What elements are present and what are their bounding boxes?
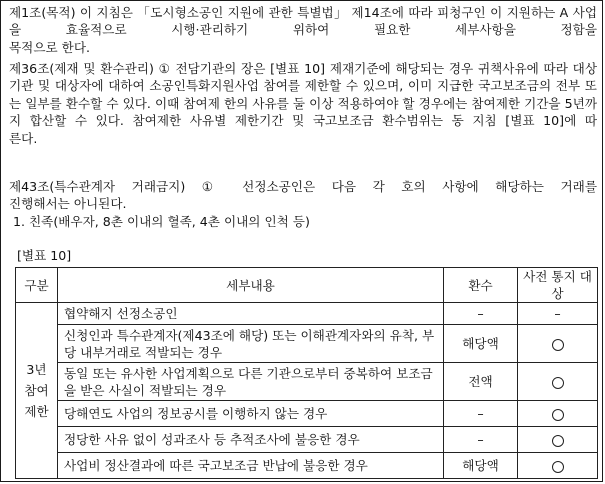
article-36-sanctions	[9, 60, 597, 147]
article-43-line-1: 제43조(특수관계자 거래금지) ① 선정소공인은 다음 각 호의 사항에 해당하는 거래를	[9, 179, 597, 194]
row-recovery: 해당액	[444, 325, 518, 363]
circle-mark-icon	[552, 409, 564, 421]
article-36-line-5: 있다. 참여제한 사유별 제한기간 및 국고보조금 환수범위는 동 지침 [별표 10]에 따	[95, 113, 597, 129]
row-content: 사업비 정산결과에 따른 국고보조금 반납에 불응한 경우	[58, 453, 444, 479]
article-36-line-3: 수 있으며, 이미 지급한 국고보조금의 전부 또는 일부를 환수할 수 있다. 이때 참여제	[9, 78, 597, 111]
row-recovery: –	[444, 427, 518, 453]
circle-mark-icon	[552, 435, 564, 447]
row-content: 협약해지 선정소공인	[58, 303, 444, 325]
table-row	[16, 325, 598, 363]
table-header-row	[16, 268, 598, 303]
row-prior-notice	[518, 325, 598, 363]
row-content: 정당한 사유 없이 성과조사 등 추적조사에 불응한 경우	[58, 427, 444, 453]
row-prior-notice	[518, 427, 598, 453]
table-row	[16, 453, 598, 479]
header-content: 세부내용	[58, 268, 444, 303]
article-36-line-6: 른다.	[9, 130, 38, 146]
circle-mark-icon	[552, 377, 564, 389]
article-36-line-2: 귀책사유에 따라 대상기관 및 대상자에 대하여 소공인특화지원사업 참여를 제한할	[9, 61, 597, 94]
row-prior-notice	[518, 453, 598, 479]
row-recovery: –	[444, 303, 518, 325]
category-line: 3년	[26, 362, 47, 377]
article-1-line-1: 제1조(목적) 이 지침은 「도시형소공인 지원에 관한 특별법」 제14조에 따라 피청구인	[9, 5, 486, 20]
row-content: 동일 또는 유사한 사업계획으로 다른 기관으로부터 중복하여 보조금을 받은 사실이 적발되는 경우	[58, 363, 444, 401]
category-cell	[16, 303, 58, 479]
row-content: 신청인과 특수관계자(제43조에 해당) 또는 이해관계자와의 유착, 부당 내부거래로 적발되는 경우	[58, 325, 444, 363]
row-recovery: –	[444, 401, 518, 427]
header-prior-notice: 사전 통지 대상	[518, 268, 598, 303]
header-category: 구분	[16, 268, 58, 303]
row-content: 당해연도 사업의 정보공시를 이행하지 않는 경우	[58, 401, 444, 427]
article-1-line-3: 목적으로 한다.	[9, 39, 90, 55]
table-row	[16, 303, 598, 325]
circle-mark-icon	[552, 339, 564, 351]
category-line: 참여	[24, 383, 49, 398]
circle-mark-icon	[552, 461, 564, 473]
table-row	[16, 363, 598, 401]
row-recovery: 전액	[444, 363, 518, 401]
article-1-line-2: 이 지원하는 A 사업을 효율적으로 시행·관리하기 위하여 필요한 세부사항을 정함을	[9, 5, 597, 38]
sanction-table	[15, 267, 598, 479]
table-row	[16, 401, 598, 427]
article-43-item-1: 1. 친족(배우자, 8촌 이내의 혈족, 4촌 이내의 인척 등)	[13, 214, 310, 229]
row-prior-notice	[518, 363, 598, 401]
article-43-line-2: 진행해서는 아니된다.	[9, 196, 127, 212]
header-recovery: 환수	[444, 268, 518, 303]
row-recovery: 해당액	[444, 453, 518, 479]
article-43-related-party	[9, 178, 597, 213]
category-line: 제한	[24, 404, 49, 419]
article-36-line-4: 한의 사유를 둘 이상 적용하여야 할 경우에는 참여제한 기간을 5년까지 합산할 수	[9, 95, 598, 129]
article-1-purpose	[9, 4, 597, 56]
article-36-line-1: 제36조(제재 및 환수관리) ① 전담기관의 장은 [별표 10] 제재기준에 해당되는 경우	[9, 61, 474, 76]
table-row	[16, 427, 598, 453]
table-caption: [별표 10]	[17, 248, 72, 263]
row-prior-notice: –	[518, 303, 598, 325]
row-prior-notice	[518, 401, 598, 427]
